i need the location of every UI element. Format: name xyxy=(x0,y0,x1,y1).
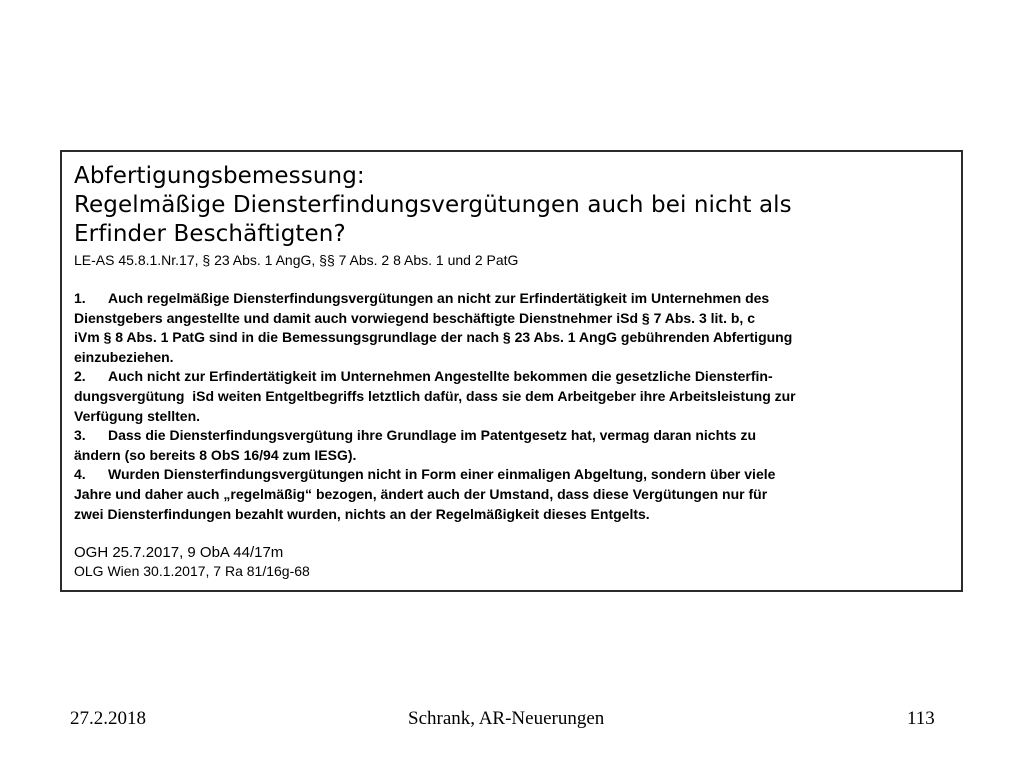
paragraph-text: iVm § 8 Abs. 1 PatG sind in die Bemessungsgrundlage der nach § 23 Abs. 1 AngG gebührenden Abfertigung xyxy=(74,329,793,346)
court-citation-ogh: OGH 25.7.2017, 9 ObA 44/17m xyxy=(74,544,284,562)
paragraph-text: ändern (so bereits 8 ObS 16/94 zum IESG). xyxy=(74,446,357,463)
title-line: Regelmäßige Diensterfindungsvergütungen auch bei nicht als xyxy=(74,192,792,218)
paragraph-text: Dienstgebers angestellte und damit auch vorwiegend beschäftigte Dienstnehmer iSd § 7 Abs. 3 lit. b, c xyxy=(74,309,755,326)
paragraph xyxy=(74,426,949,465)
title-line: Abfertigungsbemessung: xyxy=(74,163,365,189)
paragraph xyxy=(74,465,949,524)
paragraph-text: Jahre und daher auch „regelmäßig“ bezogen, ändert auch der Umstand, dass diese Vergütungen nur für xyxy=(74,485,768,502)
paragraph-text: Dass die Diensterfindungsvergütung ihre Grundlage im Patentgesetz hat, vermag daran nichts zu xyxy=(108,427,757,444)
paragraph-text: Auch regelmäßige Diensterfindungsvergütungen an nicht zur Erfindertätigkeit im Unternehmen des xyxy=(108,290,770,306)
paragraph-number: 1. xyxy=(74,290,86,306)
paragraph xyxy=(74,289,949,367)
footer-page-number: 113 xyxy=(907,708,935,729)
court-citations xyxy=(74,543,949,581)
footer-author: Schrank, AR-Neuerungen xyxy=(408,708,605,729)
paragraph-text: zwei Diensterfindungen bezahlt wurden, nichts an der Regelmäßigkeit dieses Entgelts. xyxy=(74,505,650,522)
paragraph-number: 3. xyxy=(74,427,86,444)
paragraph-text: Verfügung stellten. xyxy=(74,407,201,424)
title-line: Erfinder Beschäftigten? xyxy=(74,221,346,247)
paragraph-text: einzubeziehen. xyxy=(74,348,174,365)
paragraph-text: Auch nicht zur Erfindertätigkeit im Unternehmen Angestellte bekommen die gesetzliche Diensterfin- xyxy=(108,368,773,385)
paragraph-text: dungsvergütung iSd weiten Entgeltbegriffs letztlich dafür, dass sie dem Arbeitgeber ihre Arbeitsleistung zur xyxy=(74,387,796,404)
paragraph-text: Wurden Diensterfindungsvergütungen nicht in Form einer einmaligen Abgeltung, sondern über viele xyxy=(108,466,776,483)
footer-date: 27.2.2018 xyxy=(70,708,146,729)
box-title xyxy=(74,162,949,249)
paragraph-list xyxy=(74,289,949,524)
content-box xyxy=(60,150,963,592)
paragraph xyxy=(74,367,949,426)
paragraph-number: 2. xyxy=(74,368,86,385)
legal-reference: LE-AS 45.8.1.Nr.17, § 23 Abs. 1 AngG, §§ 7 Abs. 2 8 Abs. 1 und 2 PatG xyxy=(74,252,519,268)
court-citation-olg: OLG Wien 30.1.2017, 7 Ra 81/16g-68 xyxy=(74,563,310,580)
paragraph-number: 4. xyxy=(74,466,86,483)
